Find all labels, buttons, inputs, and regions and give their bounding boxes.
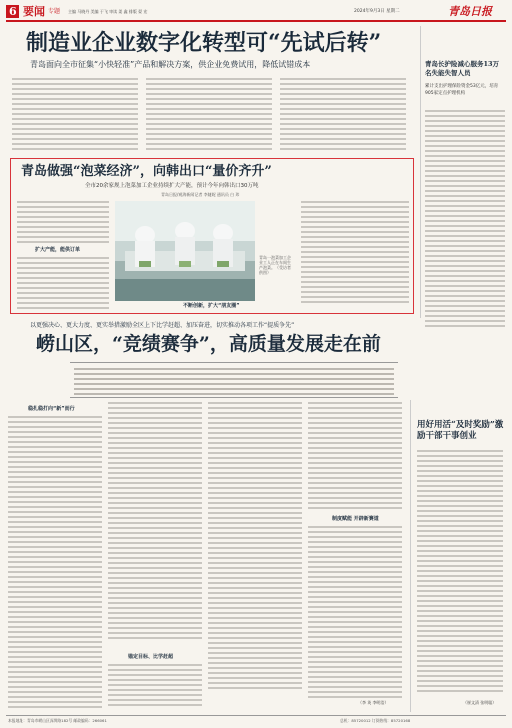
story2-signoff: （李 英 李明浩） (358, 700, 389, 705)
feature-photo-caption: 青岛一泡菜加工企业工人正在车间生产泡菜。（受访者供图） (259, 255, 291, 275)
story2-body-col2b (108, 664, 202, 709)
feature-body-col1b (17, 257, 109, 312)
feature-section-a: 扩大产能，能供订单 (35, 247, 81, 253)
section-column: 专题 (48, 8, 61, 15)
sidebar2-headline: 用好用活“及时奖励”激励干部干事创业 (417, 420, 504, 441)
story1-body-col1 (12, 78, 138, 153)
feature-headline: 青岛做强“泡菜经济”，向韩出口“量价齐升” (21, 164, 272, 179)
masthead (6, 5, 506, 19)
story1-body-col2 (146, 78, 272, 153)
issue-date: 2024年9月3日 星期二 (354, 9, 400, 14)
page-number: 6 (9, 5, 17, 18)
sidebar1-headline: 青岛长护险减心服务13万名失能失智人员 (425, 60, 500, 77)
story1-subheadline: 青岛面向全市征集“小快轻准”产品和解决方案，供企业免费试用，降低试错成本 (30, 60, 311, 69)
editor-credits: 主编 马晓丹 美编 于飞 审读 姜 鑫 排版 晏 宏 (68, 9, 148, 14)
sidebar2-body (417, 450, 503, 695)
story1 (6, 26, 414, 154)
story1-body-col3 (280, 78, 406, 153)
story2-section-c: 制度赋能 开辟新赛道 (332, 516, 379, 522)
story2-body-col2 (108, 402, 202, 642)
feature-body-col3 (301, 201, 409, 306)
story2-body-col4b (308, 526, 402, 701)
sidebar1-body (425, 110, 505, 330)
feature-byline: 青岛日报/观海新闻记者 李婕妮 通讯员 白 玮 (161, 192, 240, 197)
sidebar1-deck: 累计支出护理保险资金53亿元，培育905家定点护理机构 (425, 84, 499, 96)
feature-box (10, 158, 414, 314)
feature-body-col1 (17, 201, 109, 246)
story2-body-col1 (8, 416, 102, 711)
feature-photo (115, 201, 255, 301)
newspaper-logo: 青岛日报 (448, 5, 492, 18)
story2-body-col4 (308, 402, 402, 512)
story2-lead (70, 362, 398, 398)
footer-address: 本报地址：青岛市崂山区深圳路182号 邮政编码：266061 (8, 718, 107, 723)
story2-section-a: 稳扎稳打向“新”而行 (28, 406, 75, 412)
story2-body (6, 400, 406, 712)
footer-rule (6, 715, 506, 716)
masthead-rule (6, 20, 506, 22)
sidebar2 (410, 400, 507, 712)
footer-phone: 总机：85720012 订阅热线：85720168 (340, 718, 411, 723)
feature-subheadline: 全市20余家规上泡菜加工企业持续扩大产能，预计今年向韩出口30万吨 (85, 183, 259, 189)
story2-section-b: 锚定目标、比学赶超 (128, 654, 174, 660)
feature-section-b: 不断创新，扩大“朋友圈” (183, 303, 240, 309)
section-name: 要闻 (23, 5, 45, 18)
story2-headline: 崂山区，“竞绩赛争”，高质量发展走在前 (36, 333, 381, 355)
story1-headline: 制造业企业数字化转型可“先试后转” (26, 30, 382, 56)
story2-lead-text (74, 368, 394, 398)
story2-kicker: 以更强决心、更大力度、更实举措激励全区上下比学赶超、加压奋进，切实推动各项工作“提质争先” (30, 322, 295, 329)
story2-body-col3 (208, 402, 302, 692)
sidebar2-signoff: （崔文清 张明聪） (463, 700, 497, 705)
sidebar1 (420, 26, 506, 318)
